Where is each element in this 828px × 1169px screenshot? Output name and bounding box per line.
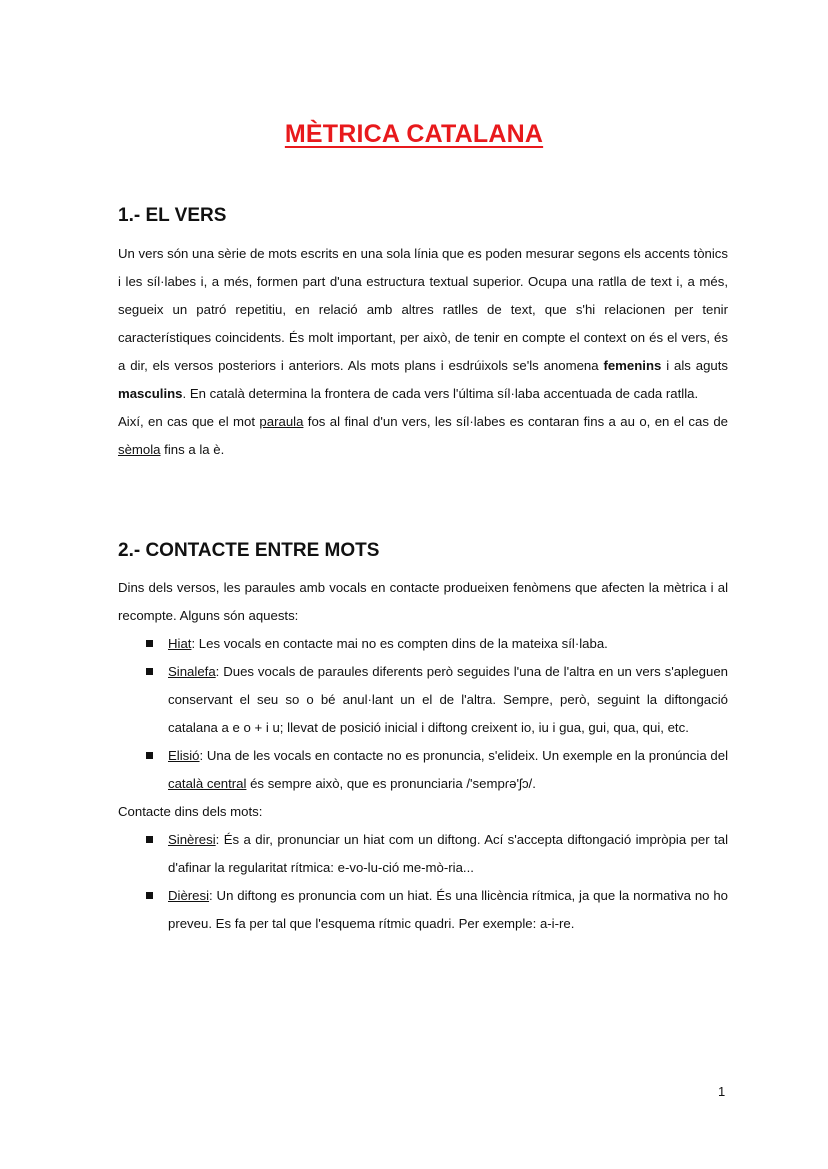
section-2-subheading: Contacte dins dels mots: <box>118 804 263 819</box>
list-item-dieresi <box>118 882 728 938</box>
item-text: : Les vocals en contacte mai no es compten dins de la mateixa síl·laba. <box>191 636 608 651</box>
section-2-heading: 2.- CONTACTE ENTRE MOTS <box>118 540 380 561</box>
list-item-sineresi <box>118 826 728 882</box>
list-item-sinalefa <box>118 658 728 742</box>
link-catala-central[interactable]: català central <box>168 776 247 791</box>
term-sineresi: Sinèresi <box>168 832 216 847</box>
underlined-word-paraula: paraula <box>259 414 304 429</box>
paragraph-vers <box>118 240 728 408</box>
paragraph-text: fos al final d'un vers, les síl·labes es contaran fins a au o, en el cas de <box>303 414 728 429</box>
item-text: : És a dir, pronunciar un hiat com un diftong. Ací s'accepta diftongació impròpia per tal d'afinar la regularitat rítmica: e-vo-lu-ció me-mò-ria... <box>168 832 728 875</box>
item-text: és sempre això, que es pronunciaria /'sempɾə'ʃɔ/. <box>246 776 536 791</box>
paragraph-text: i als aguts <box>661 358 728 373</box>
inner-word-list <box>118 826 728 938</box>
item-text: : Dues vocals de paraules diferents però seguides l'una de l'altra en un vers s'apleguen conservant el seu so o bé anul·lant un el de l'altra. Sempre, però, seguint la diftongació catalana a e o + i u; llevat de posició inicial i diftong creixent io, iu i gua, gui, qua, qui, etc. <box>168 664 728 735</box>
paragraph-example <box>118 408 728 464</box>
list-item-elisio <box>118 742 728 798</box>
paragraph-text: fins a la è. <box>160 442 225 457</box>
section-1-heading: 1.- EL VERS <box>118 205 227 226</box>
paragraph-text: Així, en cas que el mot <box>118 414 260 429</box>
underlined-word-semola: sèmola <box>118 442 161 457</box>
list-item-hiat <box>118 630 728 658</box>
term-dieresi: Dièresi <box>168 888 210 903</box>
paragraph-text: Un vers són una sèrie de mots escrits en una sola línia que es poden mesurar segons els accents tònics i les síl·labes i, a més, formen part d'una estructura textual superior. Ocupa una ratlla de text i, a més, segueix un patró repetitiu, en relació amb altres ratlles de text, que s'hi relacionen per tenir característiques coincidents. És molt important, per això, de tenir en compte el context on és el vers, és a dir, els versos posteriors i anteriors. Als mots plans i esdrúixols se'ls anomena <box>118 246 728 373</box>
paragraph-text: . En català determina la frontera de cada vers l'última síl·laba accentuada de cada ratlla. <box>182 386 699 401</box>
term-hiat: Hiat <box>168 636 192 651</box>
item-text: : Un diftong es pronuncia com un hiat. És una llicència rítmica, ja que la normativa no ho preveu. Es fa per tal que l'esquema rítmic quadri. Per exemple: a-i-re. <box>168 888 728 931</box>
word-contact-list <box>118 630 728 798</box>
document-title: MÈTRICA CATALANA <box>284 120 544 148</box>
bold-term-femenins: femenins <box>603 358 662 373</box>
section-2-intro: Dins dels versos, les paraules amb vocals en contacte produeixen fenòmens que afecten la mètrica i al recompte. Alguns són aquests: <box>118 580 728 623</box>
section-1-body <box>118 240 728 464</box>
term-sinalefa: Sinalefa <box>168 664 216 679</box>
term-elisio: Elisió <box>168 748 200 763</box>
item-text: : Una de les vocals en contacte no es pronuncia, s'elideix. Un exemple en la pronúncia del <box>199 748 728 763</box>
page-number: 1 <box>718 1084 726 1099</box>
bold-term-masculins: masculins <box>118 386 183 401</box>
section-2-body <box>118 574 728 938</box>
